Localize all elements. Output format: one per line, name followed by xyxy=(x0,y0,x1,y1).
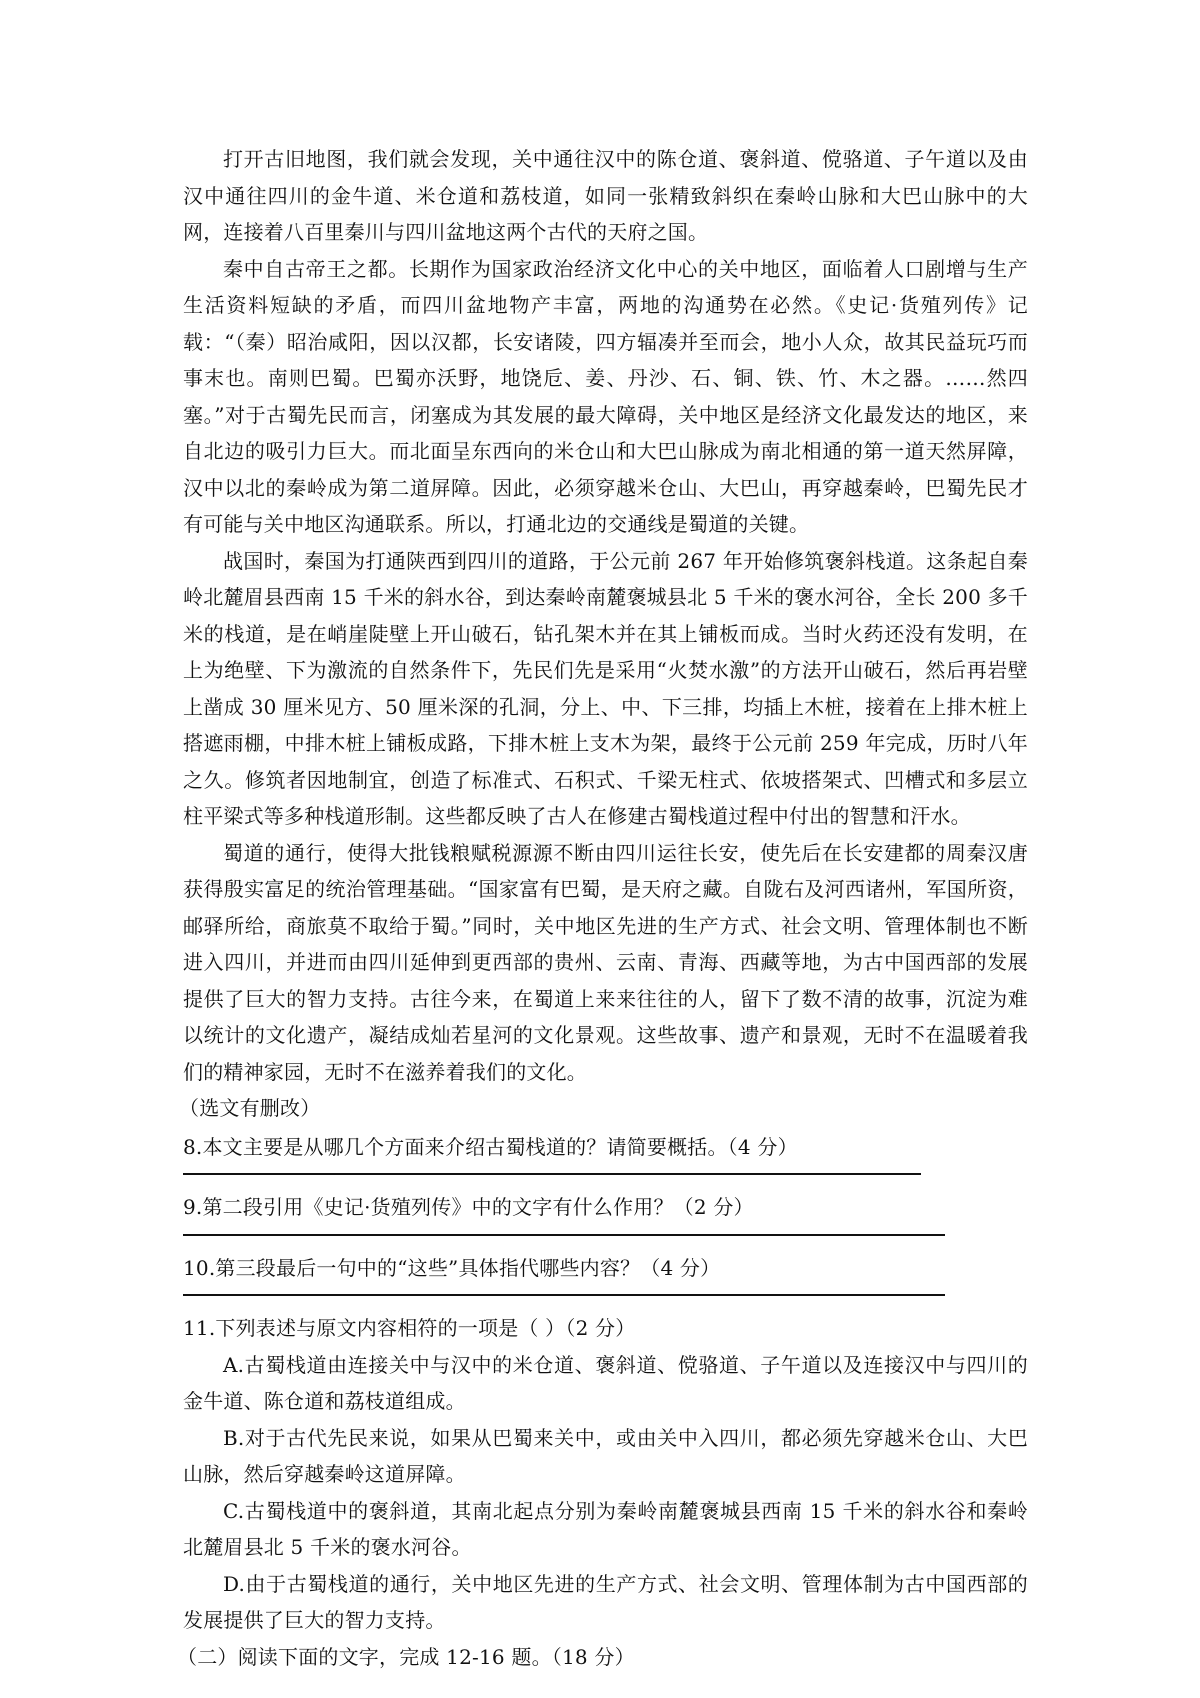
question-10: 10.第三段最后一句中的“这些”具体指代哪些内容？（4 分） xyxy=(183,1255,721,1280)
reading-content xyxy=(177,141,1028,1675)
option-b[interactable]: B.对于古代先民来说，如果从巴蜀来关中，或由关中入四川，都必须先穿越米仓山、大巴山脉，然后穿越秦岭这道屏障。 xyxy=(183,1425,1028,1486)
option-d[interactable]: D.由于古蜀栈道的通行，关中地区先进的生产方式、社会文明、管理体制为古中国西部的发展提供了巨大的智力支持。 xyxy=(183,1571,1028,1632)
paragraph-3: 战国时，秦国为打通陕西到四川的道路，于公元前 267 年开始修筑褒斜栈道。这条起自秦岭北麓眉县西南 15 千米的斜水谷，到达秦岭南麓褒城县北 5 千米的褒水河谷，全长 200 多千米的栈道，是在峭崖陡壁上开山破石，钻孔架木并在其上铺板而成。当时火药还没有发明，在上为绝壁、下为激流的自然条件下，先民们先是采用“火焚水激”的方法开山破石，然后再岩壁上凿成 30 厘米见方、50 厘米深的孔洞，分上、中、下三排，均插上木桩，接着在上排木桩上搭遮雨棚，中排木桩上铺板成路，下排木桩上支木为架，最终于公元前 259 年完成，历时八年之久。修筑者因地制宜，创造了标准式、石积式、千梁无柱式、依坡搭架式、凹槽式和多层立柱平梁式等多种栈道形制。这些都反映了古人在修建古蜀栈道过程中付出的智慧和汗水。 xyxy=(183,548,1028,828)
option-a[interactable]: A.古蜀栈道由连接关中与汉中的米仓道、褒斜道、傥骆道、子午道以及连接汉中与四川的金牛道、陈仓道和荔枝道组成。 xyxy=(183,1352,1028,1413)
section-heading: （二）阅读下面的文字，完成 12-16 题。（18 分） xyxy=(177,1644,635,1669)
answer-line-8[interactable] xyxy=(183,1173,921,1175)
paragraph-2: 秦中自古帝王之都。长期作为国家政治经济文化中心的关中地区，面临着人口剧增与生产生活资料短缺的矛盾，而四川盆地物产丰富，两地的沟通势在必然。《史记·货殖列传》记载：“（秦）昭治咸阳，因以汉都，长安诸陵，四方辐凑并至而会，地小人众，故其民益玩巧而事末也。南则巴蜀。巴蜀亦沃野，地饶卮、姜、丹沙、石、铜、铁、竹、木之器。……然四塞。”对于古蜀先民而言，闭塞成为其发展的最大障碍，关中地区是经济文化最发达的地区，来自北边的吸引力巨大。而北面呈东西向的米仓山和大巴山脉成为南北相通的第一道天然屏障，汉中以北的秦岭成为第二道屏障。因此，必须穿越米仓山、大巴山，再穿越秦岭，巴蜀先民才有可能与关中地区沟通联系。所以，打通北边的交通线是蜀道的关键。 xyxy=(183,256,1028,536)
question-11: 11.下列表述与原文内容相符的一项是（ ）（2 分） xyxy=(183,1316,636,1340)
paragraph-4: 蜀道的通行，使得大批钱粮赋税源源不断由四川运往长安，使先后在长安建都的周秦汉唐获得殷实富足的统治管理基础。“国家富有巴蜀，是天府之藏。自陇右及河西诸州，军国所资，邮驿所给，商旅莫不取给于蜀。”同时，关中地区先进的生产方式、社会文明、管理体制也不断进入四川，并进而由四川延伸到更西部的贵州、云南、青海、西藏等地，为古中国西部的发展提供了巨大的智力支持。古往今来，在蜀道上来来往往的人，留下了数不清的故事，沉淀为难以统计的文化遗产，凝结成灿若星河的文化景观。这些故事、遗产和景观，无时不在温暖着我们的精神家园，无时不在滋养着我们的文化。 xyxy=(183,840,1028,1084)
answer-line-10[interactable] xyxy=(183,1294,945,1296)
option-c[interactable]: C.古蜀栈道中的褒斜道，其南北起点分别为秦岭南麓褒城县西南 15 千米的斜水谷和秦岭北麓眉县北 5 千米的褒水河谷。 xyxy=(183,1498,1028,1559)
question-9: 9.第二段引用《史记·货殖列传》中的文字有什么作用？（2 分） xyxy=(183,1195,754,1219)
question-8: 8.本文主要是从哪几个方面来介绍古蜀栈道的？请简要概括。（4 分） xyxy=(183,1134,798,1159)
answer-line-9[interactable] xyxy=(183,1234,945,1236)
source-note: （选文有删改） xyxy=(179,1096,321,1120)
paragraph-1: 打开古旧地图，我们就会发现，关中通往汉中的陈仓道、褒斜道、傥骆道、子午道以及由汉中通往四川的金牛道、米仓道和荔枝道，如同一张精致斜织在秦岭山脉和大巴山脉中的大网，连接着八百里秦川与四川盆地这两个古代的天府之国。 xyxy=(183,147,1028,244)
